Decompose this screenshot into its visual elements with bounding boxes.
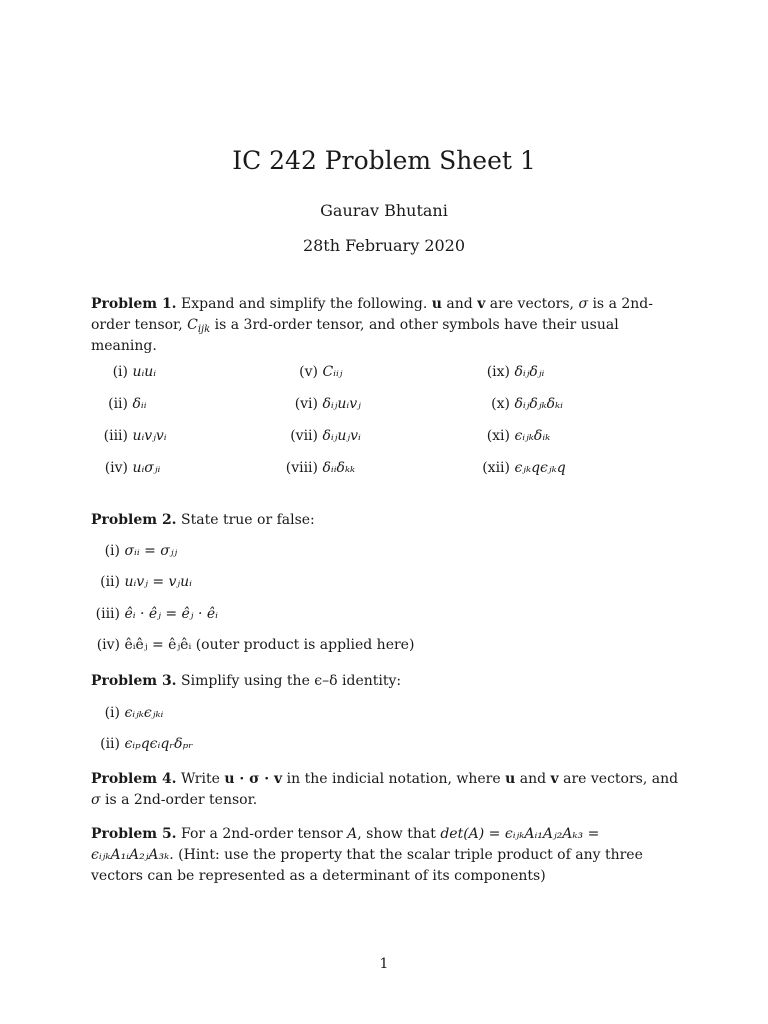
problem-3-heading: Problem 3. [91,673,177,689]
problem-1-item: (viii) δᵢᵢδₖₖ [285,460,356,476]
problem-2-item: (iv) êᵢêⱼ = êⱼêᵢ (outer product is applied here) [96,637,415,653]
document-date: 28th February 2020 [302,236,466,255]
problem-1-item: (ix) δᵢⱼδⱼᵢ [486,364,545,380]
problem-1-statement: Problem 1. Expand and simplify the following. u and v are vectors, σ is a 2nd-order tensor, $C_{ijk}$ is a 3rd-order tensor, and other symbols have their usual meaning. [91,296,653,354]
problem-4-heading: Problem 4. [91,771,177,787]
problem-1-item: (x) δᵢⱼδⱼₖδₖᵢ [491,396,563,412]
problem-5-hint: (Hint: use the property that the scalar triple product of any three vectors can be represented as a determinant of its components) [91,847,643,884]
problem-1-heading: Problem 1. [91,296,177,312]
problem-1-item: (ii) δᵢᵢ [108,396,147,412]
problem-1-item: (iv) uᵢσⱼᵢ [104,460,161,476]
author-name: Gaurav Bhutani [320,201,448,220]
problem-1-item: (v) Cᵢᵢⱼ [299,364,343,380]
problem-3-item: (i) ϵᵢⱼₖϵⱼₖᵢ [104,705,164,721]
document-title: IC 242 Problem Sheet 1 [232,146,536,175]
problem-3-item: (ii) ϵᵢₚqϵᵢqᵣδₚᵣ [100,736,194,752]
problem-3-statement: Problem 3. Simplify using the ϵ–δ identity: [91,673,402,689]
problem-2-item: (ii) uᵢvⱼ = vⱼuᵢ [100,574,192,590]
problem-1-item: (vi) δᵢⱼuᵢvⱼ [294,396,361,412]
page-number: 1 [379,956,389,972]
problem-4-statement: Problem 4. Write u · σ · v in the indicial notation, where u and v are vectors, and σ is a 2nd-order tensor. [91,771,679,808]
problem-1-item: (xi) ϵᵢⱼₖδᵢₖ [486,428,551,444]
problem-5-statement: Problem 5. For a 2nd-order tensor A, show that det(A) = ϵᵢⱼₖAᵢ₁Aⱼ₂Aₖ₃ = ϵᵢⱼₖA₁ᵢA₂ⱼA₃ₖ. (Hint: use the property that the scalar triple product of any three vectors can be represented as a determinant of its components) [91,826,643,884]
problem-5-heading: Problem 5. [91,826,177,842]
problem-2-item: (i) σᵢᵢ = σⱼⱼ [104,543,178,559]
problem-2-heading: Problem 2. [91,512,177,528]
problem-1-item: (iii) uᵢvⱼvᵢ [103,428,167,444]
problem-2-statement: Problem 2. State true or false: [91,512,315,528]
problem-1-item: (vii) δᵢⱼuⱼvᵢ [290,428,361,444]
problem-1-item: (xii) ϵⱼₖqϵⱼₖq [482,460,566,476]
problem-1-item: (i) uᵢuᵢ [112,364,157,380]
problem-2-item: (iii) êᵢ · êⱼ = êⱼ · êᵢ [95,606,218,622]
